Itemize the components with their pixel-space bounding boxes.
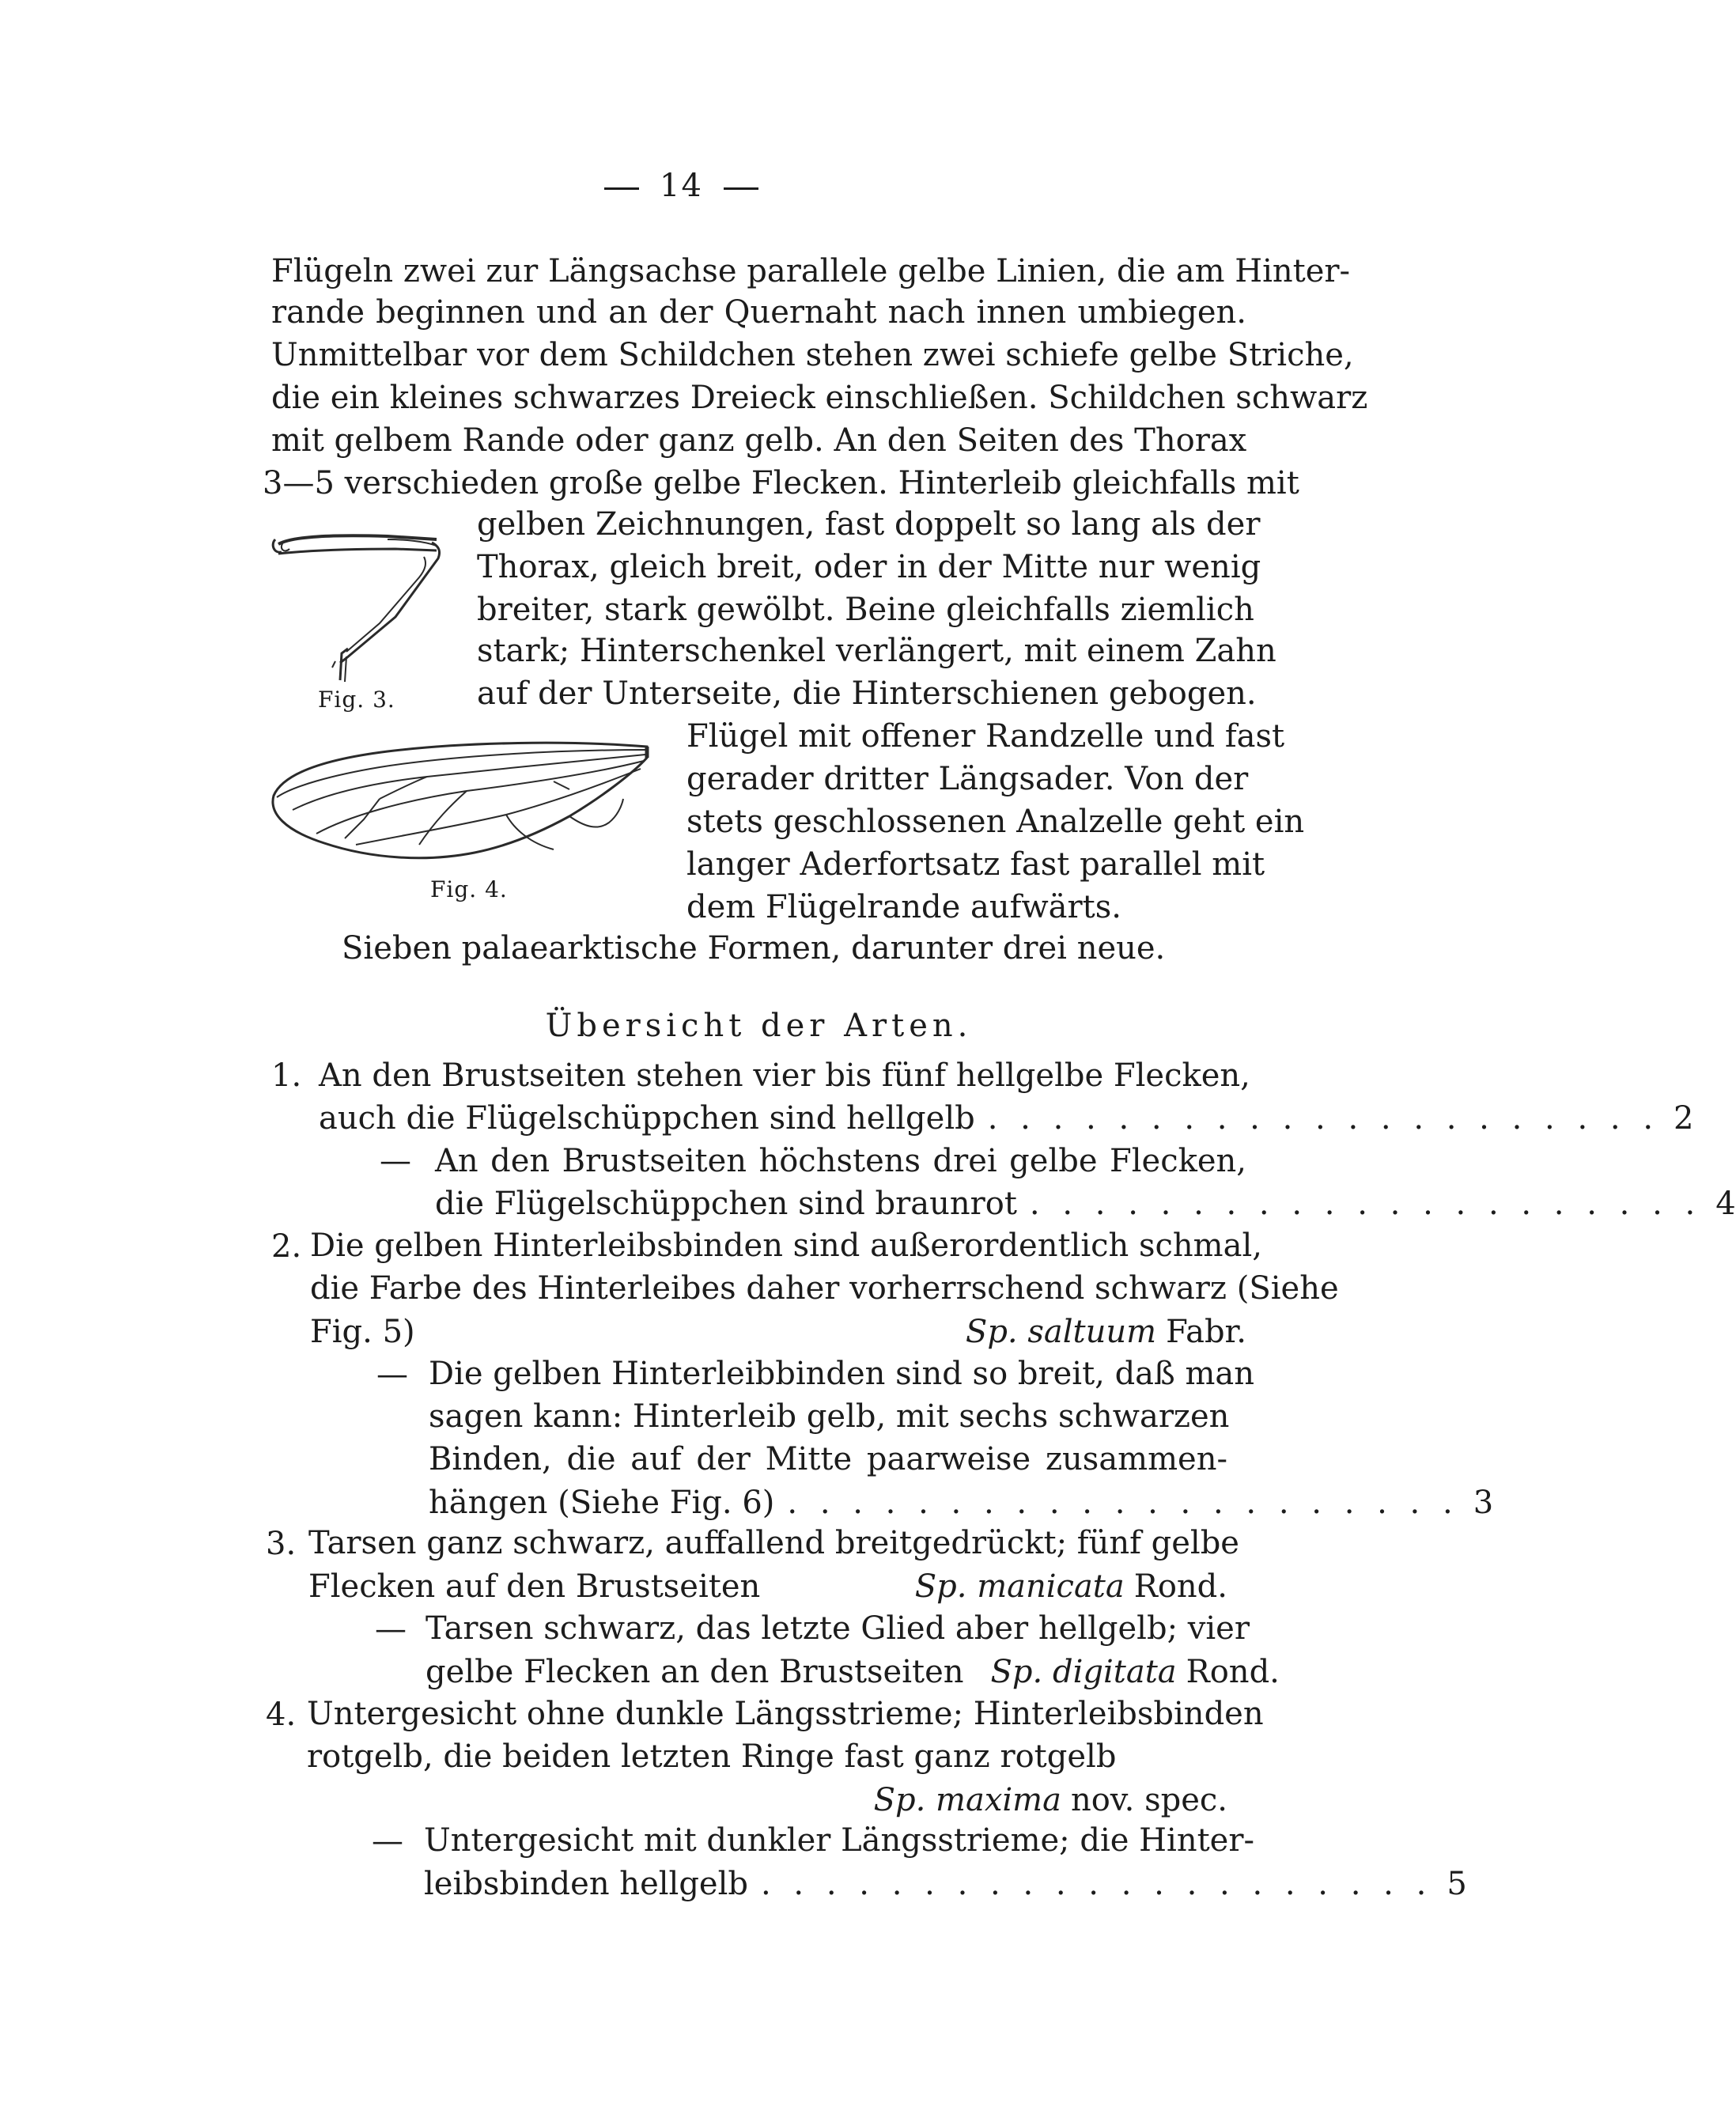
intro-line-1: Flügeln zwei zur Längsachse parallele gelbe Linien, die am Hinter- bbox=[271, 253, 1351, 289]
couplet-4-alt-ref: 5 bbox=[1447, 1866, 1467, 1902]
fig3-text-line-4: stark; Hinterschenkel verlängert, mit einem Zahn bbox=[477, 633, 1276, 669]
couplet-2-line-f: Binden, die auf der Mitte paarweise zusammen- bbox=[429, 1441, 1227, 1477]
author-rond: Rond. bbox=[1186, 1654, 1280, 1690]
couplet-4-line-b: rotgelb, die beiden letzten Ringe fast ganz rotgelb bbox=[307, 1738, 1117, 1775]
couplet-2-line-g-text: hängen (Siehe Fig. 6) bbox=[429, 1485, 775, 1521]
fig3-text-line-1: gelben Zeichnungen, fast doppelt so lang als der bbox=[477, 506, 1261, 543]
couplet-3-line-d bbox=[425, 1651, 1280, 1693]
couplet-3-line-b-text: Flecken auf den Brustseiten bbox=[308, 1568, 761, 1605]
fig3-text-line-2: Thorax, gleich breit, oder in der Mitte nur wenig bbox=[477, 549, 1261, 585]
dot-leader: . . . . . . . . . . . . . . . . . . . . . bbox=[787, 1485, 1459, 1521]
intro-line-4: die ein kleines schwarzes Dreieck einschließen. Schildchen schwarz bbox=[271, 380, 1368, 416]
intro-line-2: rande beginnen und an der Quernaht nach innen umbiegen. bbox=[271, 294, 1246, 331]
species-digitata: Sp. digitata bbox=[990, 1654, 1177, 1690]
fig3-text-line-3: breiter, stark gewölbt. Beine gleichfalls ziemlich bbox=[477, 592, 1254, 628]
fig4-text-line-2: gerader dritter Längsader. Von der bbox=[686, 761, 1249, 797]
couplet-2-line-a: Die gelben Hinterleibsbinden sind außerordentlich schmal, bbox=[310, 1228, 1262, 1264]
couplet-1-number: 1. bbox=[271, 1057, 302, 1094]
couplet-3-dash: — bbox=[375, 1611, 407, 1648]
fig4-wing-drawing bbox=[269, 734, 656, 884]
couplet-4-line-d: Untergesicht mit dunkler Längsstrieme; die Hinter- bbox=[424, 1822, 1254, 1859]
author-fabr: Fabr. bbox=[1166, 1314, 1246, 1350]
dot-leader: . . . . . . . . . . . . . . . . . . . . . bbox=[1029, 1186, 1702, 1222]
species-maxima: Sp. maxima bbox=[873, 1782, 1061, 1818]
couplet-1-line-d-text: die Flügelschüppchen sind braunrot bbox=[435, 1186, 1017, 1222]
intro-line-6: 3—5 verschieden große gelbe Flecken. Hinterleib gleichfalls mit bbox=[263, 465, 1299, 501]
couplet-3-number: 3. bbox=[266, 1526, 297, 1562]
couplet-4-line-c bbox=[307, 1780, 1227, 1821]
page-number: 14 bbox=[0, 168, 1363, 204]
couplet-4-number: 4. bbox=[266, 1697, 297, 1733]
fig3-text-line-5: auf der Unterseite, die Hinterschienen gebogen. bbox=[477, 675, 1257, 712]
fig4-text-line-5: dem Flügelrande aufwärts. bbox=[686, 889, 1121, 925]
couplet-4-line-a: Untergesicht ohne dunkle Längsstrieme; Hinterleibsbinden bbox=[307, 1696, 1264, 1732]
couplet-2-line-c-text: Fig. 5) bbox=[310, 1314, 415, 1350]
closing-line: Sieben palaearktische Formen, darunter drei neue. bbox=[342, 930, 1166, 967]
couplet-4-line-e-text: leibsbinden hellgelb bbox=[424, 1866, 748, 1902]
couplet-2-dash: — bbox=[376, 1356, 408, 1393]
couplet-1-line-b-text: auch die Flügelschüppchen sind hellgelb bbox=[319, 1100, 975, 1137]
couplet-2-line-c bbox=[310, 1311, 1246, 1352]
couplet-1-lead-ref: 2 bbox=[1674, 1100, 1694, 1137]
couplet-2-line-d: Die gelben Hinterleibbinden sind so breit, daß man bbox=[429, 1356, 1255, 1392]
couplet-3-line-d-text: gelbe Flecken an den Brustseiten bbox=[425, 1654, 964, 1690]
species-saltuum: Sp. saltuum bbox=[965, 1314, 1157, 1350]
couplet-2-number: 2. bbox=[271, 1228, 302, 1265]
couplet-3-line-a: Tarsen ganz schwarz, auffallend breitgedrückt; fünf gelbe bbox=[308, 1525, 1239, 1561]
fig4-text-line-4: langer Aderfortsatz fast parallel mit bbox=[686, 846, 1265, 883]
species-manicata: Sp. manicata bbox=[914, 1568, 1125, 1605]
couplet-1-line-c: An den Brustseiten höchstens drei gelbe Flecken, bbox=[435, 1143, 1246, 1179]
couplet-2-alt-ref: 3 bbox=[1473, 1485, 1494, 1521]
author-nov-spec: nov. spec. bbox=[1070, 1782, 1227, 1818]
fig4-text-line-1: Flügel mit offener Randzelle und fast bbox=[686, 718, 1285, 755]
couplet-1-alt-ref: 4 bbox=[1715, 1186, 1736, 1222]
intro-line-5: mit gelbem Rande oder ganz gelb. An den Seiten des Thorax bbox=[271, 422, 1247, 459]
author-rond: Rond. bbox=[1133, 1568, 1227, 1605]
fig4-caption: Fig. 4. bbox=[430, 876, 508, 902]
couplet-1-line-d bbox=[435, 1183, 1736, 1224]
fig4-text-line-3: stets geschlossenen Analzelle geht ein bbox=[686, 804, 1305, 840]
couplet-2-line-g bbox=[429, 1482, 1494, 1523]
couplet-1-line-b bbox=[319, 1098, 1694, 1139]
dot-leader: . . . . . . . . . . . . . . . . . . . . . bbox=[987, 1100, 1660, 1137]
couplet-4-line-e bbox=[424, 1863, 1467, 1905]
couplet-3-line-b bbox=[308, 1566, 1227, 1607]
couplet-2-line-b: die Farbe des Hinterleibes daher vorherrschend schwarz (Siehe bbox=[310, 1270, 1339, 1307]
intro-line-3: Unmittelbar vor dem Schildchen stehen zwei schiefe gelbe Striche, bbox=[271, 337, 1354, 373]
fig3-caption: Fig. 3. bbox=[318, 687, 395, 713]
couplet-1-dash: — bbox=[380, 1143, 411, 1179]
fig3-leg-drawing bbox=[269, 522, 459, 696]
couplet-1-line-a: An den Brustseiten stehen vier bis fünf hellgelbe Flecken, bbox=[319, 1057, 1250, 1094]
couplet-2-line-e: sagen kann: Hinterleib gelb, mit sechs schwarzen bbox=[429, 1398, 1230, 1435]
dot-leader: . . . . . . . . . . . . . . . . . . . . . bbox=[761, 1866, 1433, 1902]
couplet-3-line-c: Tarsen schwarz, das letzte Glied aber hellgelb; vier bbox=[425, 1610, 1250, 1647]
key-title: Übersicht der Arten. bbox=[545, 1008, 973, 1044]
couplet-4-dash: — bbox=[372, 1823, 403, 1859]
